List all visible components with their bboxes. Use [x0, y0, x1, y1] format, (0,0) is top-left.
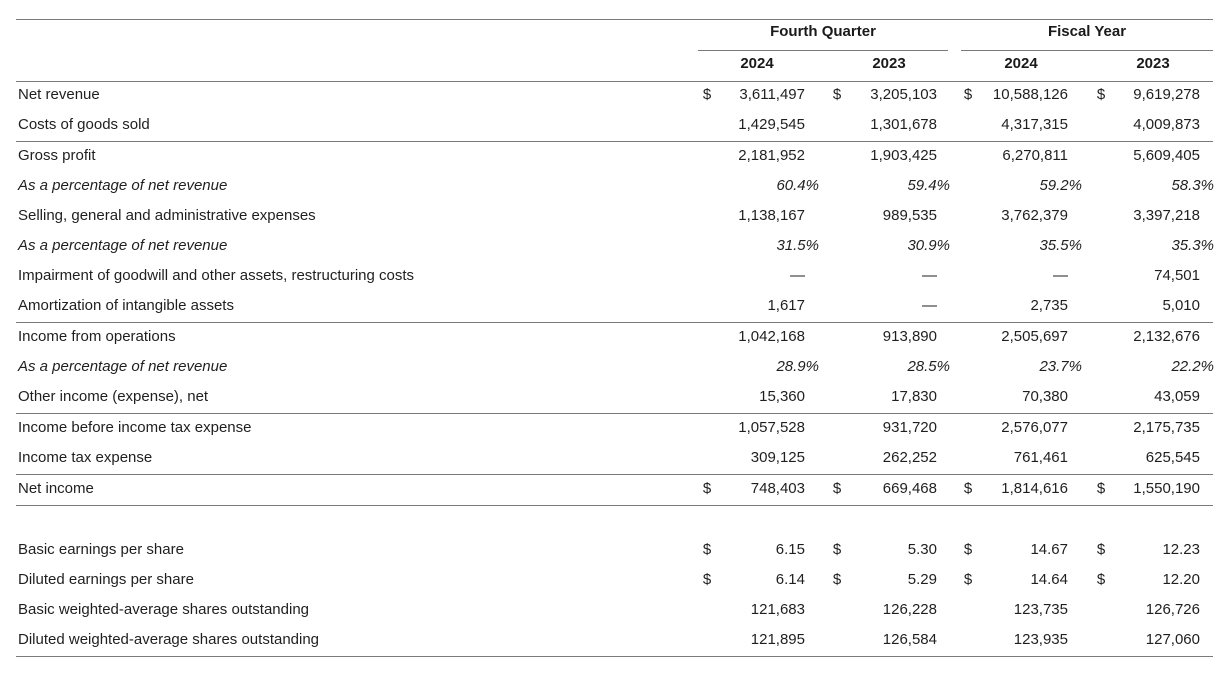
row-label: Costs of goods sold [18, 116, 150, 133]
cell-q4-2024: 1,042,168 [738, 328, 805, 345]
table-row-income-tax-expense [0, 443, 1231, 473]
currency-symbol: $ [963, 86, 973, 103]
row-separator-rule [16, 505, 1213, 506]
header-group-fourth-quarter: Fourth Quarter [770, 23, 876, 40]
currency-symbol: $ [1096, 86, 1106, 103]
currency-symbol: $ [1096, 480, 1106, 497]
cell-fy-2024: 1,814,616 [1001, 480, 1068, 497]
cell-q4-2024: 1,138,167 [738, 207, 805, 224]
currency-symbol: $ [963, 571, 973, 588]
cell-fy-2023: 2,132,676 [1133, 328, 1200, 345]
currency-symbol: $ [702, 571, 712, 588]
currency-symbol: $ [832, 480, 842, 497]
cell-fy-2023: 126,726 [1145, 601, 1200, 618]
cell-fy-2024: 14.67 [1030, 541, 1068, 558]
currency-symbol: $ [1096, 571, 1106, 588]
cell-fy-2023: 74,501 [1154, 267, 1200, 284]
cell-q4-2024: 309,125 [750, 449, 805, 466]
cell-q4-2024: 31.5% [776, 237, 819, 254]
cell-q4-2024: 2,181,952 [738, 147, 805, 164]
cell-fy-2024: 10,588,126 [992, 86, 1068, 103]
cell-q4-2024: — [790, 267, 805, 284]
currency-symbol: $ [702, 480, 712, 497]
cell-fy-2024: 35.5% [1039, 237, 1082, 254]
cell-fy-2023: 1,550,190 [1133, 480, 1200, 497]
table-row-selling-general-and-administrative-expenses [0, 201, 1231, 231]
table-row-as-a-percentage-of-net-revenue [0, 352, 1231, 382]
table-row-amortization-of-intangible-assets [0, 291, 1231, 321]
cell-q4-2023: 1,903,425 [870, 147, 937, 164]
cell-q4-2024: 6.14 [775, 571, 805, 588]
row-label: Net revenue [18, 86, 100, 103]
cell-fy-2023: 12.20 [1162, 571, 1200, 588]
row-label: Net income [18, 480, 94, 497]
row-label: Income tax expense [18, 449, 153, 466]
table-row-basic-weighted-average-shares-outstanding [0, 595, 1231, 625]
cell-fy-2024: 2,576,077 [1001, 419, 1068, 436]
cell-q4-2023: 126,228 [882, 601, 937, 618]
cell-q4-2023: 126,584 [882, 631, 937, 648]
cell-fy-2023: 4,009,873 [1133, 116, 1200, 133]
cell-q4-2023: — [922, 297, 937, 314]
cell-fy-2024: 2,505,697 [1001, 328, 1068, 345]
cell-q4-2024: 121,683 [750, 601, 805, 618]
cell-q4-2024: 1,057,528 [738, 419, 805, 436]
cell-q4-2023: 5.29 [907, 571, 937, 588]
row-label: Amortization of intangible assets [18, 297, 234, 314]
cell-fy-2024: 761,461 [1013, 449, 1068, 466]
cell-q4-2023: 913,890 [882, 328, 937, 345]
row-label: Diluted weighted-average shares outstanding [18, 631, 320, 648]
cell-fy-2023: 12.23 [1162, 541, 1200, 558]
currency-symbol: $ [832, 541, 842, 558]
header-year-fy-2023: 2023 [1136, 55, 1170, 72]
cell-fy-2023: 3,397,218 [1133, 207, 1200, 224]
row-label: Other income (expense), net [18, 388, 209, 405]
cell-q4-2023: — [922, 267, 937, 284]
cell-q4-2024: 15,360 [759, 388, 805, 405]
header-group-rule-fiscal-year [961, 50, 1213, 51]
row-separator-rule [16, 656, 1213, 657]
row-label: Basic weighted-average shares outstanding [18, 601, 310, 618]
currency-symbol: $ [1096, 541, 1106, 558]
cell-fy-2023: 625,545 [1145, 449, 1200, 466]
cell-q4-2024: 1,429,545 [738, 116, 805, 133]
currency-symbol: $ [702, 541, 712, 558]
table-row-impairment-of-goodwill-and-other-assets-restructuring-costs [0, 261, 1231, 291]
cell-fy-2023: 5,010 [1162, 297, 1200, 314]
cell-q4-2024: 748,403 [750, 480, 805, 497]
table-row-gross-profit [0, 141, 1231, 171]
table-row-as-a-percentage-of-net-revenue [0, 171, 1231, 201]
cell-fy-2024: 123,735 [1013, 601, 1068, 618]
cell-q4-2023: 17,830 [891, 388, 937, 405]
cell-q4-2023: 1,301,678 [870, 116, 937, 133]
cell-fy-2023: 22.2% [1171, 358, 1214, 375]
cell-fy-2023: 58.3% [1171, 177, 1214, 194]
cell-q4-2023: 59.4% [907, 177, 950, 194]
cell-fy-2023: 9,619,278 [1133, 86, 1200, 103]
cell-q4-2023: 28.5% [907, 358, 950, 375]
header-year-q4-2024: 2024 [740, 55, 774, 72]
table-row-net-revenue [0, 80, 1231, 110]
header-group-fiscal-year: Fiscal Year [1047, 23, 1127, 40]
cell-q4-2024: 60.4% [776, 177, 819, 194]
cell-fy-2024: 70,380 [1022, 388, 1068, 405]
row-label: Income before income tax expense [18, 419, 252, 436]
row-label: As a percentage of net revenue [18, 177, 228, 194]
cell-q4-2023: 30.9% [907, 237, 950, 254]
row-label: Basic earnings per share [18, 541, 184, 558]
cell-q4-2023: 669,468 [882, 480, 937, 497]
table-row-as-a-percentage-of-net-revenue [0, 231, 1231, 261]
row-label: Diluted earnings per share [18, 571, 194, 588]
currency-symbol: $ [963, 541, 973, 558]
currency-symbol: $ [832, 86, 842, 103]
cell-fy-2024: — [1053, 267, 1068, 284]
cell-fy-2023: 2,175,735 [1133, 419, 1200, 436]
cell-q4-2023: 3,205,103 [870, 86, 937, 103]
cell-q4-2023: 5.30 [907, 541, 937, 558]
row-label: As a percentage of net revenue [18, 237, 228, 254]
cell-q4-2023: 931,720 [882, 419, 937, 436]
table-row-diluted-earnings-per-share [0, 565, 1231, 595]
header-year-q4-2023: 2023 [872, 55, 906, 72]
row-label: Income from operations [18, 328, 176, 345]
cell-fy-2023: 127,060 [1145, 631, 1200, 648]
cell-fy-2024: 3,762,379 [1001, 207, 1068, 224]
cell-fy-2024: 123,935 [1013, 631, 1068, 648]
table-row-income-before-income-tax-expense [0, 413, 1231, 443]
currency-symbol: $ [832, 571, 842, 588]
table-row-income-from-operations [0, 322, 1231, 352]
table-row-diluted-weighted-average-shares-outstanding [0, 625, 1231, 655]
cell-fy-2023: 5,609,405 [1133, 147, 1200, 164]
table-row-costs-of-goods-sold [0, 110, 1231, 140]
header-group-rule-fourth-quarter [698, 50, 948, 51]
cell-fy-2023: 43,059 [1154, 388, 1200, 405]
row-label: Impairment of goodwill and other assets, restructuring costs [18, 267, 415, 284]
table-row-other-income-expense-net [0, 382, 1231, 412]
row-label: Selling, general and administrative expenses [18, 207, 316, 224]
cell-q4-2024: 121,895 [750, 631, 805, 648]
header-year-fy-2024: 2024 [1004, 55, 1038, 72]
cell-fy-2024: 2,735 [1030, 297, 1068, 314]
cell-q4-2024: 3,611,497 [739, 86, 805, 103]
currency-symbol: $ [702, 86, 712, 103]
cell-fy-2024: 14.64 [1030, 571, 1068, 588]
row-label: Gross profit [18, 147, 96, 164]
table-top-rule [16, 19, 1213, 20]
cell-q4-2024: 1,617 [767, 297, 805, 314]
cell-fy-2024: 6,270,811 [1002, 147, 1068, 164]
table-row-basic-earnings-per-share [0, 535, 1231, 565]
cell-fy-2024: 23.7% [1039, 358, 1082, 375]
cell-q4-2023: 262,252 [882, 449, 937, 466]
cell-fy-2024: 59.2% [1039, 177, 1082, 194]
table-row-net-income [0, 474, 1231, 504]
cell-q4-2024: 28.9% [776, 358, 819, 375]
cell-q4-2024: 6.15 [775, 541, 805, 558]
currency-symbol: $ [963, 480, 973, 497]
cell-q4-2023: 989,535 [882, 207, 937, 224]
cell-fy-2023: 35.3% [1171, 237, 1214, 254]
row-label: As a percentage of net revenue [18, 358, 228, 375]
cell-fy-2024: 4,317,315 [1001, 116, 1068, 133]
